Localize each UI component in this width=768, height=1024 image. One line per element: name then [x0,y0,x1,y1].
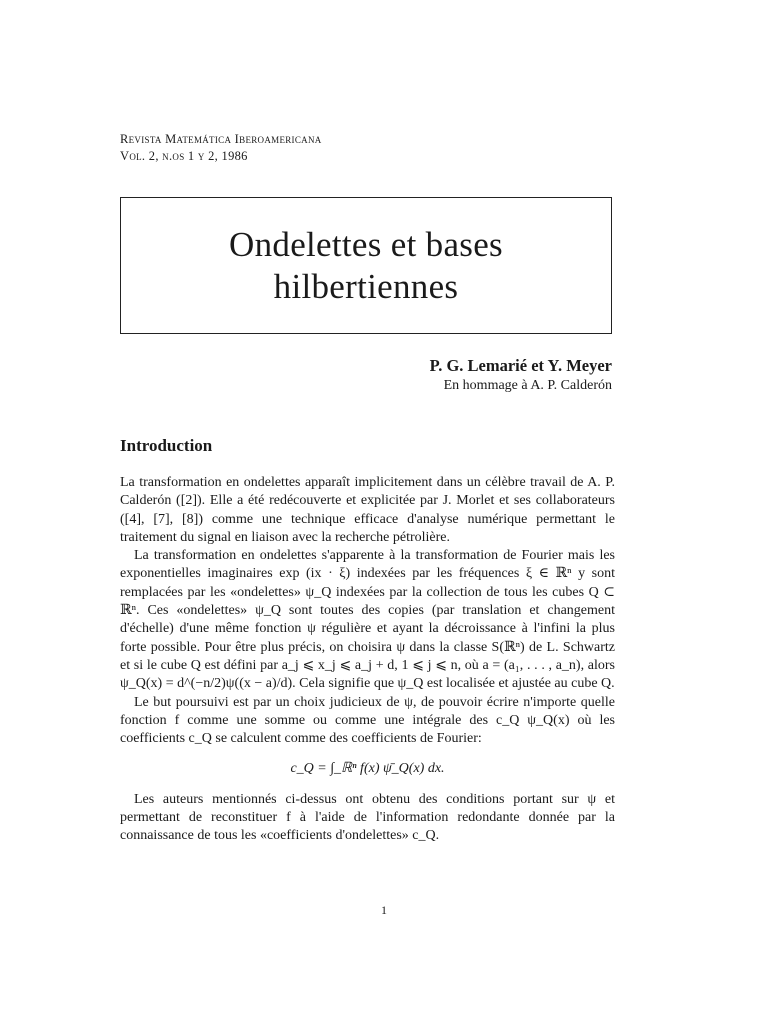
body-text [120,474,615,846]
page-number: 1 [381,903,387,917]
title-line-1: Ondelettes et bases [229,224,503,264]
author-block [430,355,612,395]
journal-volume: Vol. 2, n.os 1 y 2, 1986 [120,149,248,163]
dedication: En hommage à A. P. Calderón [443,378,612,393]
section-heading: Introduction [120,436,213,455]
equation: c_Q = ∫_ℝⁿ f(x) ψ̄_Q(x) dx. [290,761,445,777]
paragraph-4: Les auteurs mentionnés ci-dessus ont obtenu des conditions portant sur ψ et permettant de reconstituer f à l'aide de l'information redondante donnée par la connaissance de tous les «coefficients d'ondelettes» c_Q. [120,791,615,844]
journal-header [120,131,322,165]
author-names: P. G. Lemarié et Y. Meyer [429,356,612,375]
title-box [120,197,612,334]
paragraph-2: La transformation en ondelettes s'apparente à la transformation de Fourier mais les exponentielles imaginaires exp (ix · ξ) indexées par les fréquences ξ ∈ ℝⁿ y sont remplacées par les «ondelettes» ψ_Q indexées par la collection de tous les cubes Q ⊂ ℝⁿ. Ces «ondelettes» ψ_Q sont toutes des copies (par translation et changement d'échelle) d'une même fonction ψ régulière et ayant la décroissance à l'infini la plus forte possible. Pour être plus précis, on choisira ψ dans la classe S(ℝⁿ) de L. Schwartz et si le cube Q est défini par a_j ⩽ x_j ⩽ a_j + d, 1 ⩽ j ⩽ n, où a = (a₁, . . . , a_n), alors ψ_Q(x) = d^(−n/2)ψ((x − a)/d). Cela signifie que ψ_Q est localisée et ajustée au cube Q. [120,548,615,692]
title-line-2: hilbertiennes [273,266,459,306]
journal-name: Revista Matemática Iberoamericana [120,132,322,146]
paragraph-1: La transformation en ondelettes apparaît implicitement dans un célèbre travail de A. P. Calderón ([2]). Elle a été redécouverte et explicitée par J. Morlet et ses collaborateurs ([4], [7], [8]) comme une technique efficace d'analyse numérique permettant le traitement du signal en liaison avec la recherche pétrolière. [120,475,615,545]
paragraph-3: Le but poursuivi est par un choix judicieux de ψ, de pouvoir écrire n'importe quelle fonction f comme une somme ou comme une intégrale des c_Q ψ_Q(x) où les coefficients c_Q se calculent comme des coefficients de Fourier: [120,694,615,747]
